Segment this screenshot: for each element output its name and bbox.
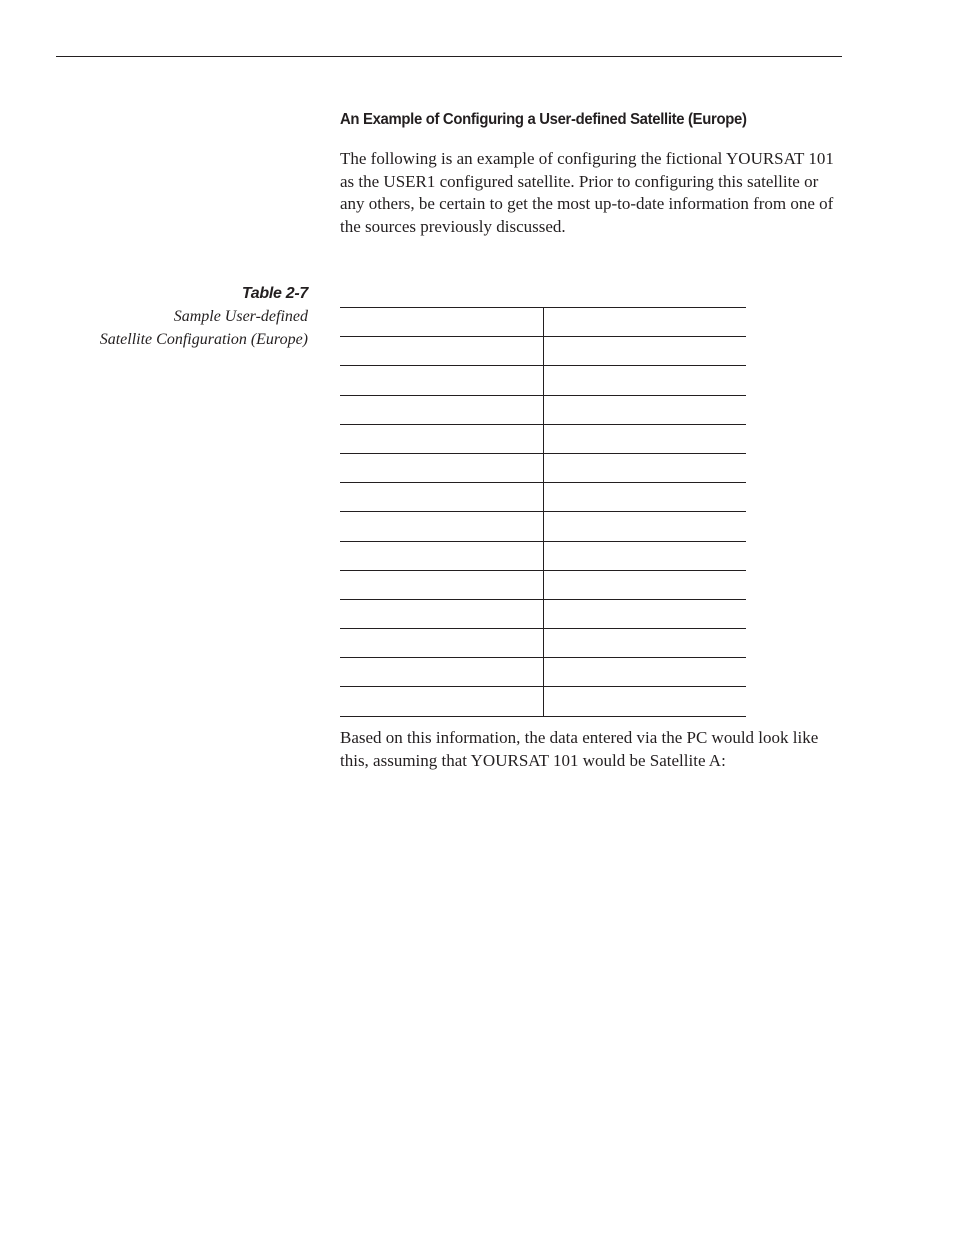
table-cell-value: [544, 570, 747, 599]
table-cell-parameter: [340, 658, 544, 687]
table-cell-parameter: [340, 424, 544, 453]
table-row: [340, 395, 746, 424]
table-row: [340, 658, 746, 687]
table-cell-parameter: [340, 395, 544, 424]
satellite-config-table: [340, 307, 746, 717]
table-cell-value: [544, 453, 747, 482]
closing-paragraph: Based on this information, the data entered via the PC would look like this, assuming that YOURSAT 101 would be Satellite A:: [340, 728, 819, 770]
table-cell-value: [544, 629, 747, 658]
table-row: [340, 483, 746, 512]
table-cell-parameter: [340, 337, 544, 366]
table-cell-parameter: [340, 541, 544, 570]
table-cell-parameter: [340, 599, 544, 628]
table-cell-parameter: [340, 512, 544, 541]
table-cell-parameter: [340, 629, 544, 658]
table-cell-parameter: [340, 366, 544, 395]
table-cell-value: [544, 395, 747, 424]
satellite-config-table-body: [340, 308, 746, 717]
table-caption-label: Table 2-7: [241, 285, 308, 302]
table-cell-value: [544, 658, 747, 687]
table-cell-value: [544, 424, 747, 453]
table-row: [340, 424, 746, 453]
table-cell-value: [544, 337, 747, 366]
table-row: [340, 541, 746, 570]
table-cell-value: [544, 599, 747, 628]
table-cell-value: [544, 483, 747, 512]
table-row: [340, 687, 746, 716]
table-row: [340, 366, 746, 395]
table-cell-parameter: [340, 308, 544, 337]
intro-paragraph: The following is an example of configuring the fictional YOURSAT 101 as the USER1 configured satellite. Prior to configuring this satellite or any others, be certain to get the most up-to-date information from one of the sources previously discussed.: [340, 149, 834, 236]
table-cell-value: [544, 687, 747, 716]
table-cell-parameter: [340, 570, 544, 599]
table-row: [340, 570, 746, 599]
table-caption-title-line-2: Satellite Configuration (Europe): [99, 331, 308, 348]
table-row: [340, 599, 746, 628]
table-cell-value: [544, 308, 747, 337]
table-cell-parameter: [340, 687, 544, 716]
table-cell-parameter: [340, 453, 544, 482]
table-caption: [100, 283, 308, 351]
table-cell-parameter: [340, 483, 544, 512]
table-caption-title-line-1: Sample User-defined: [173, 308, 308, 325]
table-row: [340, 308, 746, 337]
table-row: [340, 337, 746, 366]
table-cell-value: [544, 512, 747, 541]
table-row: [340, 453, 746, 482]
header-rule: [56, 56, 842, 57]
table-cell-value: [544, 366, 747, 395]
table-cell-value: [544, 541, 747, 570]
section-heading: An Example of Configuring a User-defined Satellite (Europe): [340, 111, 747, 128]
table-row: [340, 629, 746, 658]
table-row: [340, 512, 746, 541]
